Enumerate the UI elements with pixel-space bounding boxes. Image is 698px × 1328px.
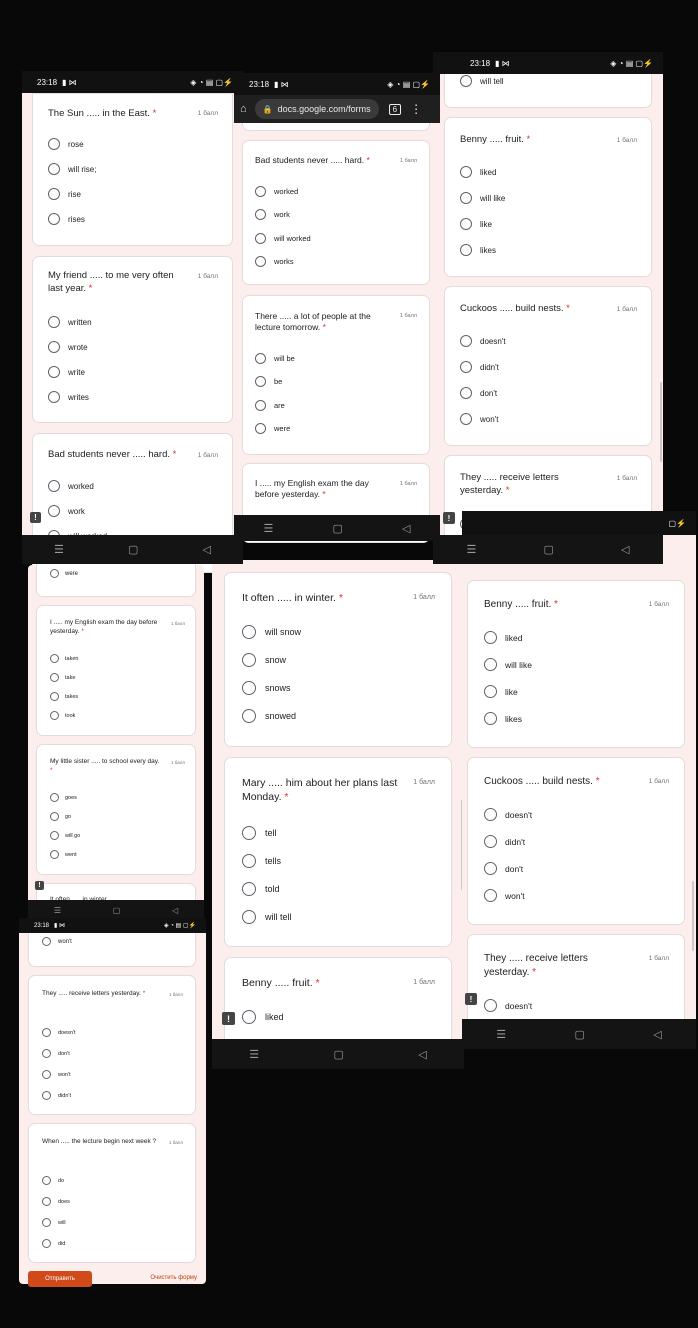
navigation-bar <box>212 1039 464 1069</box>
status-bar <box>22 71 243 93</box>
option-wont[interactable]: won't <box>42 1070 71 1079</box>
question-card-benny: Benny ..... fruit. * 1 балл liked <box>224 957 452 1057</box>
question-card-friend: My friend ..... to me very often last year. * 1 балл written wrote write writes <box>32 256 233 423</box>
question-card-sister: My little sister ..... to school every day. * 1 балл goes go will go went <box>36 744 196 875</box>
radio-button[interactable] <box>242 653 256 667</box>
radio-button[interactable] <box>48 480 60 492</box>
radio-button[interactable] <box>460 413 472 425</box>
option-go[interactable]: go <box>50 812 71 821</box>
question-card-benny: Benny ..... fruit. * 1 балл liked will like like likes <box>444 117 652 277</box>
option-doesnt[interactable]: doesn't <box>42 1028 76 1037</box>
option-told[interactable]: told <box>242 882 280 896</box>
points-label: 1 балл <box>399 158 417 164</box>
option-will-tell[interactable]: will tell <box>242 910 292 924</box>
option-will-tell[interactable]: will tell <box>460 75 504 87</box>
radio-button[interactable] <box>460 75 472 87</box>
battery-icon: ▢⚡ <box>668 518 686 528</box>
radio-button[interactable] <box>42 937 51 946</box>
radio-button[interactable] <box>460 192 472 204</box>
home-icon[interactable]: ▢ <box>112 905 121 915</box>
question-text: Cuckoos ..... build nests. <box>484 776 593 787</box>
radio-button[interactable] <box>484 658 497 671</box>
report-flag-icon[interactable]: ! <box>443 512 455 524</box>
back-icon[interactable]: ◁ <box>653 1028 662 1041</box>
back-icon[interactable]: ◁ <box>401 522 411 535</box>
report-flag-icon[interactable]: ! <box>35 881 44 890</box>
radio-button[interactable] <box>460 361 472 373</box>
navigation-bar <box>28 900 204 920</box>
home-icon[interactable]: ▢ <box>333 1048 344 1061</box>
home-icon[interactable]: ▢ <box>574 1028 585 1041</box>
radio-button[interactable] <box>484 999 497 1012</box>
radio-button[interactable] <box>50 812 59 821</box>
points-label: 1 балл <box>616 306 637 313</box>
phone-screenshot-5 <box>212 560 464 1069</box>
radio-button[interactable] <box>255 186 266 197</box>
notification-icon: ▮ ⋈ <box>54 923 65 929</box>
option-likes[interactable]: likes <box>460 244 496 256</box>
question-card-there: There ..... a lot of people at the lecture tomorrow. * 1 балл will be be are were <box>242 295 430 455</box>
option-went[interactable]: went <box>50 850 77 859</box>
phone-screenshot-7 <box>19 918 206 1284</box>
form-content <box>212 560 464 1039</box>
phone-screenshot-6 <box>462 511 696 1049</box>
question-card-they: They ..... receive letters yesterday. * 1 балл <box>444 455 652 545</box>
option-will-be[interactable]: will be <box>255 353 295 364</box>
points-label: 1 балл <box>197 110 218 117</box>
option-didnt[interactable]: didn't <box>42 1091 71 1100</box>
question-text: They ..... receive letters yesterday. <box>460 472 559 496</box>
option-will-rise[interactable]: will rise; <box>48 163 96 175</box>
option-wrote[interactable]: wrote <box>48 341 88 353</box>
option-wont[interactable]: won't <box>42 937 72 946</box>
browser-url-bar <box>234 95 440 123</box>
radio-button[interactable] <box>42 1197 51 1206</box>
notification-icon: ▮ ⋈ <box>274 79 289 89</box>
option-dont[interactable]: don't <box>484 862 523 875</box>
status-time: 23:18 <box>249 79 270 89</box>
question-text: Mary ..... him about her plans last Monday. <box>242 777 398 804</box>
status-icons: ◈ ◔ ▤ ▢⚡ <box>163 923 196 929</box>
radio-button[interactable] <box>48 505 60 517</box>
form-content <box>28 565 204 900</box>
option-do[interactable]: do <box>42 1176 64 1185</box>
home-icon[interactable]: ▢ <box>332 522 343 535</box>
radio-button[interactable] <box>50 711 59 720</box>
radio-button[interactable] <box>42 1028 51 1037</box>
option-snows[interactable]: snows <box>242 681 291 695</box>
question-card-exam: I ..... my English exam the day before yesterday. * 1 балл <box>242 463 430 543</box>
back-icon[interactable]: ◁ <box>620 544 630 556</box>
radio-button[interactable] <box>242 854 256 868</box>
points-label: 1 балл <box>616 475 637 482</box>
form-content <box>462 535 696 1019</box>
question-card-bad: Bad students never ..... hard. * 1 балл worked work <box>32 433 233 573</box>
question-text: When ..... the lecture begin next week ? <box>42 1138 157 1145</box>
radio-button[interactable] <box>50 850 59 859</box>
option-will-like[interactable]: will like <box>484 658 532 671</box>
status-bar <box>19 918 206 933</box>
form-content <box>234 123 440 515</box>
back-icon[interactable]: ◁ <box>171 905 179 915</box>
phone-screenshot-4 <box>28 565 204 920</box>
option-will-worked[interactable]: will worked <box>255 233 311 244</box>
option-worked[interactable]: worked <box>255 186 298 197</box>
option-wont[interactable]: won't <box>460 413 498 425</box>
status-time: 23:18 <box>470 58 491 68</box>
home-icon[interactable]: ▢ <box>543 544 554 556</box>
radio-button[interactable] <box>48 213 60 225</box>
radio-button[interactable] <box>484 889 497 902</box>
radio-button[interactable] <box>42 1091 51 1100</box>
radio-button[interactable] <box>242 625 256 639</box>
radio-button[interactable] <box>50 692 59 701</box>
radio-button[interactable] <box>48 366 60 378</box>
option-works[interactable]: works <box>255 256 294 267</box>
points-label: 1 балл <box>648 955 669 962</box>
question-text: It often ..... in winter. <box>242 592 336 604</box>
radio-button[interactable] <box>50 654 59 663</box>
question-text: They ..... receive letters yesterday. <box>42 990 141 997</box>
option-will-like[interactable]: will like <box>460 192 505 204</box>
question-card-they: They ..... receive letters yesterday. * 1 балл doesn't don't won't didn't <box>28 975 196 1115</box>
question-card-partial <box>36 559 196 597</box>
home-icon[interactable]: ▢ <box>127 544 139 556</box>
radio-button[interactable] <box>48 188 60 200</box>
points-label: 1 балл <box>399 313 417 319</box>
question-text: I ..... my English exam the day before yesterday. <box>50 619 158 635</box>
radio-button[interactable] <box>242 826 256 840</box>
points-label: 1 балл <box>169 1140 183 1145</box>
form-content <box>22 93 243 535</box>
radio-button[interactable] <box>50 673 59 682</box>
question-text: There ..... a lot of people at the lecture tomorrow. <box>255 311 371 333</box>
form-content <box>433 74 663 535</box>
points-label: 1 балл <box>648 601 669 608</box>
navigation-bar <box>22 535 243 564</box>
clear-form-link[interactable]: Очистить форму <box>150 1275 197 1281</box>
option-will-snow[interactable]: will snow <box>242 625 301 639</box>
radio-button[interactable] <box>242 910 256 924</box>
url-field[interactable] <box>255 99 379 119</box>
question-text: The Sun ..... in the East. <box>48 108 150 119</box>
question-text: Bad students never ..... hard. <box>48 449 170 460</box>
option-will[interactable]: will <box>42 1218 66 1227</box>
option-rises[interactable]: rises <box>48 213 85 225</box>
tabs-count-button[interactable]: 6 <box>389 104 401 115</box>
points-label: 1 балл <box>399 481 417 487</box>
option-like[interactable]: like <box>484 685 518 698</box>
option-doesnt[interactable]: doesn't <box>484 999 532 1012</box>
question-text: Benny ..... fruit. <box>242 977 313 989</box>
option-take[interactable]: take <box>50 673 75 682</box>
points-label: 1 балл <box>413 594 435 601</box>
status-bar <box>433 52 663 74</box>
question-card-benny: Benny ..... fruit. * 1 балл liked will like like likes <box>467 580 685 748</box>
more-menu-icon[interactable]: ⋮ <box>410 102 423 116</box>
option-did[interactable]: did <box>42 1239 65 1248</box>
radio-button[interactable] <box>484 835 497 848</box>
option-work[interactable]: work <box>48 505 85 517</box>
radio-button[interactable] <box>460 335 472 347</box>
option-tells[interactable]: tells <box>242 854 281 868</box>
home-icon[interactable]: ⌂ <box>240 103 247 115</box>
radio-button[interactable] <box>484 685 497 698</box>
navigation-bar <box>462 1019 696 1049</box>
status-icons: ◈ ◔ ▤ ▢⚡ <box>190 77 233 87</box>
report-flag-icon[interactable]: ! <box>222 1012 235 1025</box>
points-label: 1 балл <box>197 273 218 280</box>
form-content <box>19 933 206 1284</box>
option-goes[interactable]: goes <box>50 793 77 802</box>
option-liked[interactable]: liked <box>242 1010 284 1024</box>
phone-screenshot-3 <box>433 52 663 564</box>
radio-button[interactable] <box>242 882 256 896</box>
phone-screenshot-1 <box>22 71 243 564</box>
option-snow[interactable]: snow <box>242 653 286 667</box>
radio-button[interactable] <box>42 1070 51 1079</box>
status-time: 23:18 <box>34 923 50 929</box>
option-didnt[interactable]: didn't <box>484 835 525 848</box>
back-icon[interactable]: ◁ <box>418 1048 427 1061</box>
option-took[interactable]: took <box>50 711 75 720</box>
option-were[interactable]: were <box>50 569 78 578</box>
url-text: docs.google.com/forms <box>277 104 371 114</box>
radio-button[interactable] <box>255 400 266 411</box>
menu-icon[interactable]: ☰ <box>466 544 477 556</box>
menu-icon[interactable]: ☰ <box>263 522 274 535</box>
question-card-cuckoos: Cuckoos ..... build nests. * 1 балл doesn't didn't don't won't <box>467 757 685 925</box>
question-text: I ..... my English exam the day before yesterday. <box>255 478 369 500</box>
status-bar <box>234 73 440 95</box>
option-worked[interactable]: worked <box>48 480 94 492</box>
navigation-bar <box>234 515 440 541</box>
option-written[interactable]: written <box>48 316 92 328</box>
option-liked[interactable]: liked <box>460 166 496 178</box>
radio-button[interactable] <box>242 1010 256 1024</box>
option-does[interactable]: does <box>42 1197 70 1206</box>
radio-button[interactable] <box>42 1239 51 1248</box>
radio-button[interactable] <box>484 631 497 644</box>
status-bar <box>462 511 696 535</box>
points-label: 1 балл <box>413 779 435 786</box>
points-label: 1 балл <box>197 452 218 459</box>
radio-button[interactable] <box>460 387 472 399</box>
question-card-sun: The Sun ..... in the East. * 1 балл rose will rise; rise rises <box>32 93 233 246</box>
status-icons: ◈ ◔ ▤ ▢⚡ <box>610 58 653 68</box>
question-text: Benny ..... fruit. <box>460 134 524 145</box>
radio-button[interactable] <box>42 1218 51 1227</box>
option-work[interactable]: work <box>255 209 290 220</box>
points-label: 1 балл <box>648 778 669 785</box>
question-card-cuckoos: Cuckoos ..... build nests. * 1 балл doesn't didn't don't won't <box>444 286 652 446</box>
notification-icon: ▮ ⋈ <box>495 58 510 68</box>
option-dont[interactable]: don't <box>42 1049 70 1058</box>
option-snowed[interactable]: snowed <box>242 709 296 723</box>
option-didnt[interactable]: didn't <box>460 361 499 373</box>
menu-icon[interactable]: ☰ <box>496 1028 507 1041</box>
points-label: 1 балл <box>171 621 185 626</box>
option-be[interactable]: be <box>255 376 282 387</box>
radio-button[interactable] <box>484 862 497 875</box>
option-are[interactable]: are <box>255 400 285 411</box>
radio-button[interactable] <box>48 316 60 328</box>
radio-button[interactable] <box>242 709 256 723</box>
menu-icon[interactable]: ☰ <box>54 544 64 556</box>
submit-button[interactable]: Отправить <box>28 1271 92 1287</box>
lock-icon: 🔒 <box>262 104 273 114</box>
points-label: 1 балл <box>616 137 637 144</box>
points-label: 1 балл <box>171 760 185 765</box>
question-card-often: It often ..... in winter. * 1 балл will snow snow snows snowed <box>224 572 452 747</box>
menu-icon[interactable]: ☰ <box>249 1048 260 1061</box>
radio-button[interactable] <box>50 569 59 578</box>
phone-screenshot-2 <box>234 73 440 541</box>
radio-button[interactable] <box>48 391 60 403</box>
radio-button[interactable] <box>42 1049 51 1058</box>
radio-button[interactable] <box>255 256 266 267</box>
option-wont[interactable]: won't <box>484 889 525 902</box>
question-card-bad: Bad students never ..... hard. * 1 балл worked work will worked works <box>242 140 430 285</box>
radio-button[interactable] <box>50 831 59 840</box>
question-text: Cuckoos ..... build nests. <box>460 303 564 314</box>
radio-button[interactable] <box>48 138 60 150</box>
menu-icon[interactable]: ☰ <box>53 905 62 915</box>
option-liked[interactable]: liked <box>484 631 522 644</box>
back-icon[interactable]: ◁ <box>202 544 211 556</box>
question-card-when <box>28 1123 196 1263</box>
radio-button[interactable] <box>255 353 266 364</box>
radio-button[interactable] <box>48 163 60 175</box>
scrollbar[interactable] <box>660 382 662 462</box>
radio-button[interactable] <box>484 712 497 725</box>
option-will-go[interactable]: will go <box>50 831 80 840</box>
notification-icon: ▮ ⋈ <box>62 77 77 87</box>
points-label: 1 балл <box>169 992 183 997</box>
radio-button[interactable] <box>460 218 472 230</box>
status-icons: ◈ ◔ ▤ ▢⚡ <box>387 79 430 89</box>
option-write[interactable]: write <box>48 366 85 378</box>
radio-button[interactable] <box>50 793 59 802</box>
question-card-they: They ..... receive letters yesterday. * 1 балл doesn't <box>467 934 685 1034</box>
question-text: They ..... receive letters yesterday. <box>484 953 588 978</box>
radio-button[interactable] <box>255 233 266 244</box>
option-doesnt[interactable]: doesn't <box>460 335 506 347</box>
question-card-exam: I ..... my English exam the day before yesterday. * 1 балл taken take takes took <box>36 605 196 736</box>
scrollbar[interactable] <box>692 881 694 951</box>
radio-button[interactable] <box>255 423 266 434</box>
question-text: Benny ..... fruit. <box>484 599 552 610</box>
option-taken[interactable]: taken <box>50 654 78 663</box>
option-writes[interactable]: writes <box>48 391 89 403</box>
radio-button[interactable] <box>255 209 266 220</box>
report-flag-icon[interactable]: ! <box>465 993 477 1005</box>
option-takes[interactable]: takes <box>50 692 78 701</box>
radio-button[interactable] <box>48 341 60 353</box>
navigation-bar <box>433 535 663 564</box>
question-text: Bad students never ..... hard. <box>255 155 365 165</box>
radio-button[interactable] <box>460 244 472 256</box>
question-card-mary: Mary ..... him about her plans last Monday. * 1 балл tell tells told will tell <box>224 757 452 947</box>
option-likes[interactable]: likes <box>484 712 522 725</box>
option-rose[interactable]: rose <box>48 138 84 150</box>
radio-button[interactable] <box>460 166 472 178</box>
option-tell[interactable]: tell <box>242 826 277 840</box>
option-doesnt[interactable]: doesn't <box>484 808 532 821</box>
question-text: My friend ..... to me very often last year. <box>48 270 174 294</box>
option-like[interactable]: like <box>460 218 492 230</box>
radio-button[interactable] <box>255 376 266 387</box>
option-dont[interactable]: don't <box>460 387 497 399</box>
option-were[interactable]: were <box>255 423 290 434</box>
status-time: 23:18 <box>37 77 58 87</box>
radio-button[interactable] <box>42 1176 51 1185</box>
radio-button[interactable] <box>242 681 256 695</box>
radio-button[interactable] <box>484 808 497 821</box>
question-text: My little sister ..... to school every day. <box>50 758 160 765</box>
points-label: 1 балл <box>413 979 435 986</box>
report-flag-icon[interactable]: ! <box>30 512 41 523</box>
option-rise[interactable]: rise <box>48 188 81 200</box>
